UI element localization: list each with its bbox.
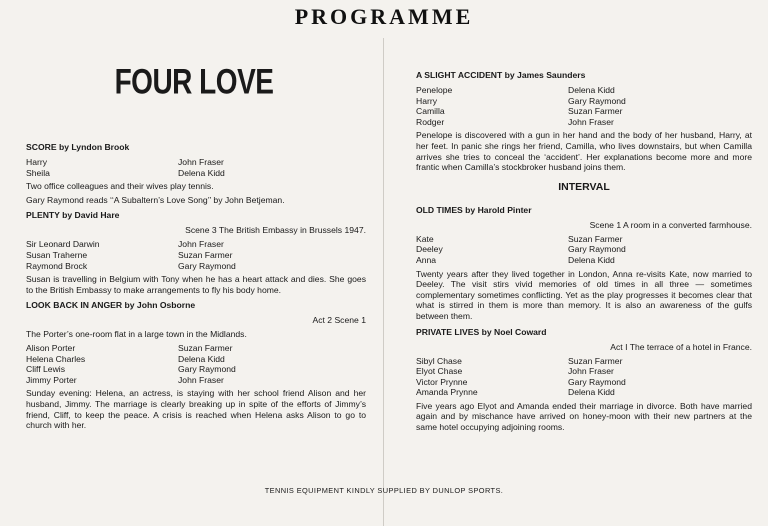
scene-setting: Act 2 Scene 1 bbox=[312, 315, 366, 326]
cast-role: Elyot Chase bbox=[416, 366, 463, 377]
cast-row bbox=[26, 168, 225, 179]
programme-header: PROGRAMME bbox=[294, 4, 474, 29]
piece-score bbox=[26, 142, 366, 205]
cast-role: Raymond Brock bbox=[26, 260, 88, 271]
cast-list bbox=[416, 85, 626, 127]
cast-role: Rodger bbox=[416, 116, 445, 127]
piece-title: PLENTY by David Hare bbox=[26, 210, 120, 221]
cast-role: Kate bbox=[416, 233, 434, 244]
cast-actor: John Fraser bbox=[178, 157, 224, 167]
cast-role: Cliff Lewis bbox=[26, 364, 66, 375]
piece-description: Sunday evening: Helena, an actress, is staying with her school friend Alison and her husband, Jimmy. The marriage is clearly breaking up in spite of the efforts of Jimmy’s friend, Cliff, to keep the peace. A crisis is reached when Helena asks Alison to go to church with her. bbox=[26, 388, 366, 431]
cast-actor: Gary Raymond bbox=[568, 95, 626, 106]
cast-row bbox=[416, 244, 626, 255]
cast-role: Penelope bbox=[416, 85, 453, 95]
piece-description: Penelope is discovered with a gun in her hand and the body of her husband, Harry, at her feet. In panic she rings her friend, Camilla, who lives downstairs, but when Camilla arrives she tries to conceal the ‘accident’. Her explanations become more and more frantic when Camilla’s stockbroker husband joins them. bbox=[416, 130, 752, 173]
cast-role: Deeley bbox=[416, 244, 443, 255]
cast-row bbox=[26, 354, 236, 365]
show-title: FOUR LOVE bbox=[114, 62, 274, 101]
cast-row bbox=[416, 377, 626, 388]
cast-role: Camilla bbox=[416, 106, 445, 117]
cast-actor: Delena Kidd bbox=[178, 167, 225, 178]
cast-actor: Gary Raymond bbox=[568, 244, 626, 255]
left-page bbox=[26, 60, 366, 436]
cast-actor: Delena Kidd bbox=[178, 353, 225, 364]
cast-list bbox=[416, 234, 626, 266]
cast-actor: Delena Kidd bbox=[568, 85, 615, 95]
piece-private-lives bbox=[416, 327, 752, 433]
cast-actor: Suzan Farmer bbox=[568, 355, 623, 366]
piece-plenty bbox=[26, 210, 366, 295]
scene-setting: Scene 1 A room in a converted farmhouse. bbox=[589, 219, 752, 230]
cast-actor: Gary Raymond bbox=[178, 364, 236, 375]
cast-actor: Delena Kidd bbox=[568, 387, 615, 398]
cast-role: Anna bbox=[416, 254, 437, 265]
cast-actor: John Fraser bbox=[178, 374, 224, 385]
cast-actor: Gary Raymond bbox=[568, 376, 626, 387]
interval-heading: INTERVAL bbox=[558, 180, 610, 193]
cast-role: Jimmy Porter bbox=[26, 374, 77, 385]
cast-actor: Gary Raymond bbox=[178, 260, 236, 271]
cast-list bbox=[26, 343, 236, 385]
cast-actor: Suzan Farmer bbox=[568, 106, 623, 117]
cast-role: Sibyl Chase bbox=[416, 355, 462, 366]
cast-row bbox=[416, 255, 626, 266]
cast-row bbox=[416, 234, 626, 245]
piece-note: Gary Raymond reads ‘‘A Subaltern’s Love Song’’ by John Betjeman. bbox=[26, 194, 285, 205]
cast-role: Victor Prynne bbox=[416, 376, 468, 387]
cast-row bbox=[26, 261, 236, 272]
cast-row bbox=[416, 117, 626, 128]
cast-row bbox=[26, 364, 236, 375]
page-fold-divider bbox=[383, 38, 384, 526]
piece-title: LOOK BACK IN ANGER by John Osborne bbox=[26, 300, 196, 311]
piece-description: Susan is travelling in Belgium with Tony when he has a heart attack and dies. She goes to the British Embassy to make arrangements to fly his body home. bbox=[26, 274, 366, 295]
cast-row bbox=[416, 85, 626, 96]
piece-title: OLD TIMES by Harold Pinter bbox=[416, 204, 532, 215]
cast-row bbox=[26, 375, 236, 386]
cast-row bbox=[26, 157, 225, 168]
cast-actor: John Fraser bbox=[568, 366, 614, 377]
cast-row bbox=[416, 366, 626, 377]
cast-role: Harry bbox=[26, 157, 48, 167]
scene-setting: Act I The terrace of a hotel in France. bbox=[610, 341, 752, 352]
cast-row bbox=[26, 250, 236, 261]
cast-role: Susan Traherne bbox=[26, 249, 88, 260]
sponsor-footer: TENNIS EQUIPMENT KINDLY SUPPLIED BY DUNLOP SPORTS. bbox=[264, 486, 504, 495]
piece-a-slight-accident bbox=[416, 70, 752, 173]
piece-old-times bbox=[416, 205, 752, 322]
right-page bbox=[416, 70, 752, 438]
cast-actor: Delena Kidd bbox=[568, 254, 615, 265]
cast-actor: John Fraser bbox=[178, 239, 224, 250]
cast-role: Sheila bbox=[26, 167, 50, 178]
cast-row bbox=[416, 387, 626, 398]
cast-actor: Suzan Farmer bbox=[568, 233, 623, 244]
scene-location: The Porter’s one-room flat in a large town in the Midlands. bbox=[26, 329, 247, 340]
cast-actor: Suzan Farmer bbox=[178, 249, 233, 260]
cast-role: Sir Leonard Darwin bbox=[26, 239, 100, 250]
cast-list bbox=[416, 356, 626, 398]
cast-actor: Suzan Farmer bbox=[178, 342, 233, 353]
piece-description: Five years ago Elyot and Amanda ended their marriage in divorce. Both have married again and by mischance have arrived on honey-moon with their new partners at the same hotel occupying adjoining rooms. bbox=[416, 400, 752, 433]
piece-title: SCORE by Lyndon Brook bbox=[26, 142, 130, 152]
cast-row bbox=[416, 356, 626, 367]
scene-setting: Scene 3 The British Embassy in Brussels 1947. bbox=[185, 225, 366, 236]
piece-description: Twenty years after they lived together in London, Anna re-visits Kate, now married to Deeley. The visit stirs vivid memories of old times in all three — sometimes complementary sometimes conflicting. Yet as the play progresses it becomes clear that what is stirred in them is more than memory. It is also an awareness of the gulfs between them. bbox=[416, 268, 752, 321]
cast-row bbox=[416, 106, 626, 117]
cast-row bbox=[26, 343, 236, 354]
cast-role: Amanda Prynne bbox=[416, 387, 478, 398]
piece-title: A SLIGHT ACCIDENT by James Saunders bbox=[416, 70, 586, 80]
piece-title: PRIVATE LIVES by Noel Coward bbox=[416, 326, 547, 337]
piece-look-back-in-anger bbox=[26, 300, 366, 430]
piece-description: Two office colleagues and their wives play tennis. bbox=[26, 181, 214, 192]
cast-actor: John Fraser bbox=[568, 116, 614, 127]
cast-list bbox=[26, 157, 225, 178]
cast-list bbox=[26, 239, 236, 271]
cast-row bbox=[416, 96, 626, 107]
cast-role: Helena Charles bbox=[26, 353, 86, 364]
cast-role: Harry bbox=[416, 95, 438, 106]
cast-role: Alison Porter bbox=[26, 342, 76, 353]
cast-row bbox=[26, 239, 236, 250]
